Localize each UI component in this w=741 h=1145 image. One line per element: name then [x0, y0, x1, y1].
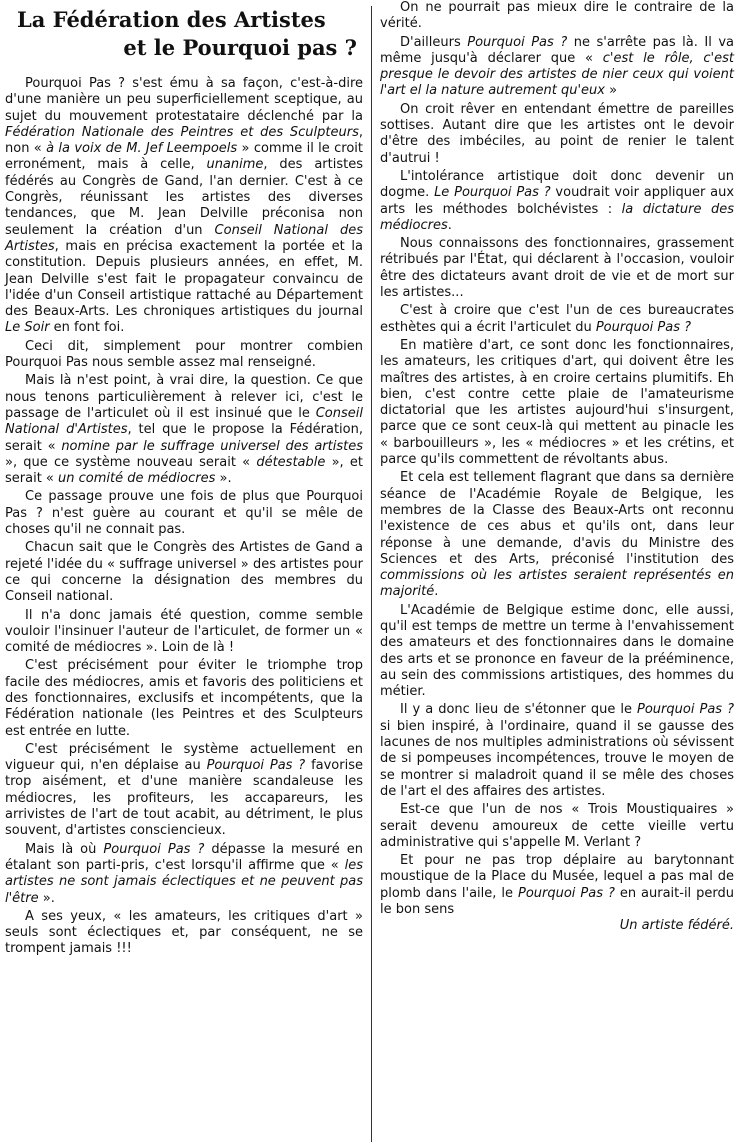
italic-run: nomine par le suffrage universel des artistes [61, 438, 364, 454]
text-run: C'est à croire que c'est l'un de ces bureaucrates esthètes qui a écrit l'articulet du [380, 303, 734, 335]
text-run: A ses yeux, « les amateurs, les critiques d'art » seuls sont éclectiques et, par conséquent, ne se trompent jamais !!! [5, 908, 363, 957]
paragraph [5, 76, 363, 337]
paragraph [380, 0, 734, 33]
paragraph [5, 842, 363, 907]
italic-run: Fédération Nationale des Peintres et des Sculpteurs [5, 124, 359, 140]
paragraph [380, 603, 734, 701]
paragraph [380, 338, 734, 468]
text-run: C'est précisément pour éviter le triomphe trop facile des médiocres, amis et favoris des politiciens et des fonctionnaires, exclusifs et incompétents, que la Fédération nationale (les Peintres et des Sculpteurs est entrée en lutte. [5, 658, 363, 739]
text-run: Pourquoi Pas ? s'est ému à sa façon, c'est-à-dire d'une manière un peu superficiellement sceptique, au sujet du mouvement protestataire déclenché par la [5, 76, 363, 124]
signature: Un artiste fédéré. [619, 918, 734, 934]
text-run: L'intolérance artistique doit donc devenir un dogme. [380, 168, 734, 201]
text-run: dépasse la mesuré en étalant son parti-pris, c'est lorsqu'il affirme que « [5, 841, 363, 873]
paragraph [5, 608, 363, 657]
paragraph [380, 802, 734, 851]
text-run: Il y a donc lieu de s'étonner que le [400, 702, 638, 718]
text-run: Ce passage prouve une fois de plus que Pourquoi Pas ? n'est guère au courant et qu'il se mêle de choses qu'il ne connait pas. [5, 489, 363, 538]
right-body [380, 0, 734, 918]
text-run: , tel que le propose la Fédération, serait « [5, 422, 363, 454]
italic-run: Pourquoi Pas ? [103, 841, 205, 857]
italic-run: les artistes ne sont jamais éclectiques et ne peuvent pas l'être [5, 857, 363, 906]
text-run: Nous connaissons des fonctionnaires, grassement rétribués par l'État, qui déclarent à l'occasion, vouloir être des dictateurs avant droit de vie et de mort sur les artistes... [380, 236, 734, 301]
paragraph [380, 303, 734, 336]
text-run: Est-ce que l'un de nos « Trois Moustiquaires » serait devenu amoureux de cette vieille vertu administrative qui s'appelle M. Verlant ? [380, 802, 734, 850]
paragraph [380, 169, 734, 234]
italic-run: unanime [206, 157, 264, 173]
text-run: » [604, 83, 618, 99]
text-run: voudrait voir appliquer aux arts les méthodes bolchévistes : [380, 185, 735, 217]
paragraph [380, 470, 734, 600]
text-run: Ceci dit, simplement pour montrer combien Pourquoi Pas nous semble assez mal renseigné. [5, 338, 363, 371]
text-run: D'ailleurs [400, 34, 468, 50]
text-run: , des artistes fédérés au Congrès de Gand, l'an dernier. C'est à ce Congrès, réunissant les artistes des diverses tendances, que M. Jean Delville préconisa non seulement la création d'un [5, 157, 363, 238]
italic-run: Pourquoi Pas ? [467, 34, 568, 50]
text-run: Mais là où [25, 841, 104, 857]
text-run: En matière d'art, ce sont donc les fonctionnaires, les amateurs, les critiques d'art, qui doivent être les maîtres des artistes, à en croire certains plumitifs. Eh bien, c'est contre cette plaie de l'amateurisme dictatorial que les artistes aujourd'hui s'insurgent, parce que ce sont ceux-là qui mettent au pinacle les « barbouilleurs », les « médiocres » et les crétins, et parce qu'ils commettent de révoltants abus. [380, 337, 734, 468]
italic-run: Pourquoi Pas ? [637, 702, 734, 718]
italic-run: Pourquoi Pas ? [517, 885, 615, 901]
text-run: . [434, 584, 439, 600]
italic-run: Le Pourquoi Pas ? [434, 185, 551, 201]
text-run: Il n'a donc jamais été question, comme semble vouloir l'insinuer l'auteur de l'articulet, de former un « comité de médiocres ». Loin de là ! [5, 607, 363, 656]
italic-run: Conseil National des Artistes [5, 222, 363, 254]
text-run: On ne pourrait pas mieux dire le contraire de la vérité. [380, 0, 734, 32]
article-title [5, 6, 363, 62]
column-divider [371, 6, 372, 1142]
text-run: Chacun sait que le Congrès des Artistes de Gand a rejeté l'idée du « suffrage universel » des artistes pour ce qui concerne la désignation des membres du Conseil national. [5, 540, 363, 605]
text-run: » comme il le croit erronément, mais à celle, [5, 141, 364, 173]
paragraph [5, 373, 363, 487]
text-run: , non « [5, 124, 363, 157]
text-run: Et cela est tellement flagrant que dans sa dernière séance de l'Académie Royale de Belgique, les membres de la Classe des Beaux-Arts ont reconnu l'existence de ces abus et qu'ils ont, dans leur réponse à une demande, d'avis du Ministre des Sciences et des Arts, préconisé l'institution des [380, 470, 734, 567]
paragraph [5, 489, 363, 538]
paragraph [380, 35, 734, 100]
italic-run: Pourquoi Pas ? [595, 319, 692, 335]
paragraph [380, 853, 734, 918]
paragraph [5, 658, 363, 739]
paragraph [380, 702, 734, 800]
text-run: Et pour ne pas trop déplaire au barytonnant moustique de la Place du Musée, lequel a pas mal de plomb dans l'aile, le [380, 853, 734, 901]
left-body [5, 76, 363, 958]
text-run: en aurait-il perdu le bon sens [380, 885, 734, 918]
text-run: ». [215, 471, 232, 487]
text-run: si bien inspiré, à l'ordinaire, quand il se gausse des lacunes de nos multiples administrations où sévissent de si pompeuses incompétences, trouve le moyen de se montrer si maladroit quand il se mêle des choses de l'art el des affaires des artistes. [380, 718, 734, 799]
text-run: favorise trop aisément, et d'une manière scandaleuse les médiocres, les profiteurs, les accapareurs, les arrivistes de l'art de tout acabit, au détriment, le plus souvent, d'artistes consciencieux. [5, 758, 363, 839]
italic-run: détestable [256, 454, 326, 470]
title-line-2: et le Pourquoi pas ? [123, 35, 357, 60]
italic-run: commissions où les artistes seraient représentés en majorité [380, 568, 734, 600]
italic-run: à la voix de M. Jef Leempoels [46, 141, 238, 157]
text-run: Mais là n'est point, à vrai dire, la question. Ce que nous tenons particulièrement à relever ici, c'est le passage de l'articulet où il est insinué que le [5, 373, 363, 421]
text-run: ». [38, 890, 55, 906]
italic-run: un comité de médiocres [58, 471, 216, 487]
text-run: L'Académie de Belgique estime donc, elle aussi, qu'il est temps de mettre un terme à l'envahissement des amateurs et des fonctionnaires dans le domaine des arts et se prononce en faveur de la prééminence, au sein des commissions artistiques, des hommes du métier. [380, 602, 734, 700]
text-run: », et serait « [5, 454, 363, 487]
text-run: . [447, 217, 452, 233]
left-column [5, 0, 363, 958]
italic-run: Pourquoi Pas ? [206, 758, 306, 774]
text-run: », que ce système nouveau serait « [5, 454, 257, 470]
italic-run: c'est le rôle, c'est presque le devoir des artistes de nier ceux qui voient l'art el la nature autrement qu'eux [380, 50, 734, 99]
right-column [380, 0, 734, 935]
paragraph [5, 909, 363, 958]
text-run: en font foi. [49, 320, 125, 336]
paragraph [5, 540, 363, 605]
text-run: , mais en précisa exactement la portée et la constitution. Depuis plusieurs années, en effet, M. Jean Delville s'est fait le propagateur convaincu de l'idée d'un Conseil artistique rattaché au Département des Beaux-Arts. Les chroniques artistiques du journal [5, 238, 363, 320]
paragraph [380, 236, 734, 301]
text-run: On croit rêver en entendant émettre de pareilles sottises. Autant dire que les artistes ont le devoir d'être des imbéciles, au point de renier le talent d'autrui ! [380, 101, 734, 166]
text-run: ne s'arrête pas là. Il va même jusqu'à déclarer que « [380, 34, 734, 66]
italic-run: Conseil National d'Artistes [5, 405, 363, 438]
title-line-1: La Fédération des Artistes [17, 7, 326, 32]
paragraph [5, 742, 363, 840]
italic-run: Le Soir [5, 320, 50, 336]
text-run: C'est précisément le système actuellement en vigueur qui, n'en déplaise au [5, 741, 363, 774]
italic-run: la dictature des médiocres [380, 201, 734, 233]
paragraph [380, 102, 734, 167]
paragraph [5, 339, 363, 372]
